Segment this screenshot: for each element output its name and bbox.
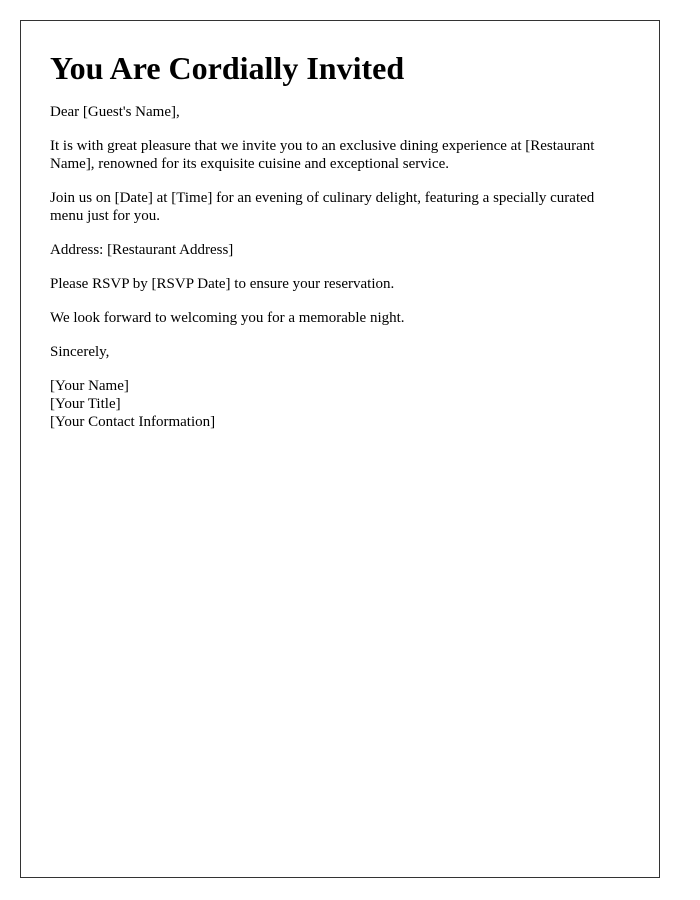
invitation-letter: [20, 20, 660, 878]
signature-block: [50, 377, 630, 431]
date-time-paragraph: Join us on [Date] at [Time] for an evening of culinary delight, featuring a specially curated menu just for you.: [50, 190, 595, 224]
signature-contact: [Your Contact Information]: [50, 414, 216, 430]
signature-name: [Your Name]: [50, 378, 129, 394]
salutation: Dear [Guest's Name],: [50, 104, 180, 120]
invitation-paragraph: It is with great pleasure that we invite you to an exclusive dining experience at [Restaurant Name], renowned for its exquisite cuisine and exceptional service.: [50, 138, 595, 172]
closing: Sincerely,: [50, 344, 110, 360]
letter-body: [50, 103, 630, 431]
look-forward-line: We look forward to welcoming you for a memorable night.: [50, 310, 405, 326]
rsvp-line: Please RSVP by [RSVP Date] to ensure your reservation.: [50, 276, 395, 292]
signature-title: [Your Title]: [50, 396, 121, 412]
address-line: Address: [Restaurant Address]: [50, 242, 234, 258]
letter-title: You Are Cordially Invited: [50, 50, 405, 86]
